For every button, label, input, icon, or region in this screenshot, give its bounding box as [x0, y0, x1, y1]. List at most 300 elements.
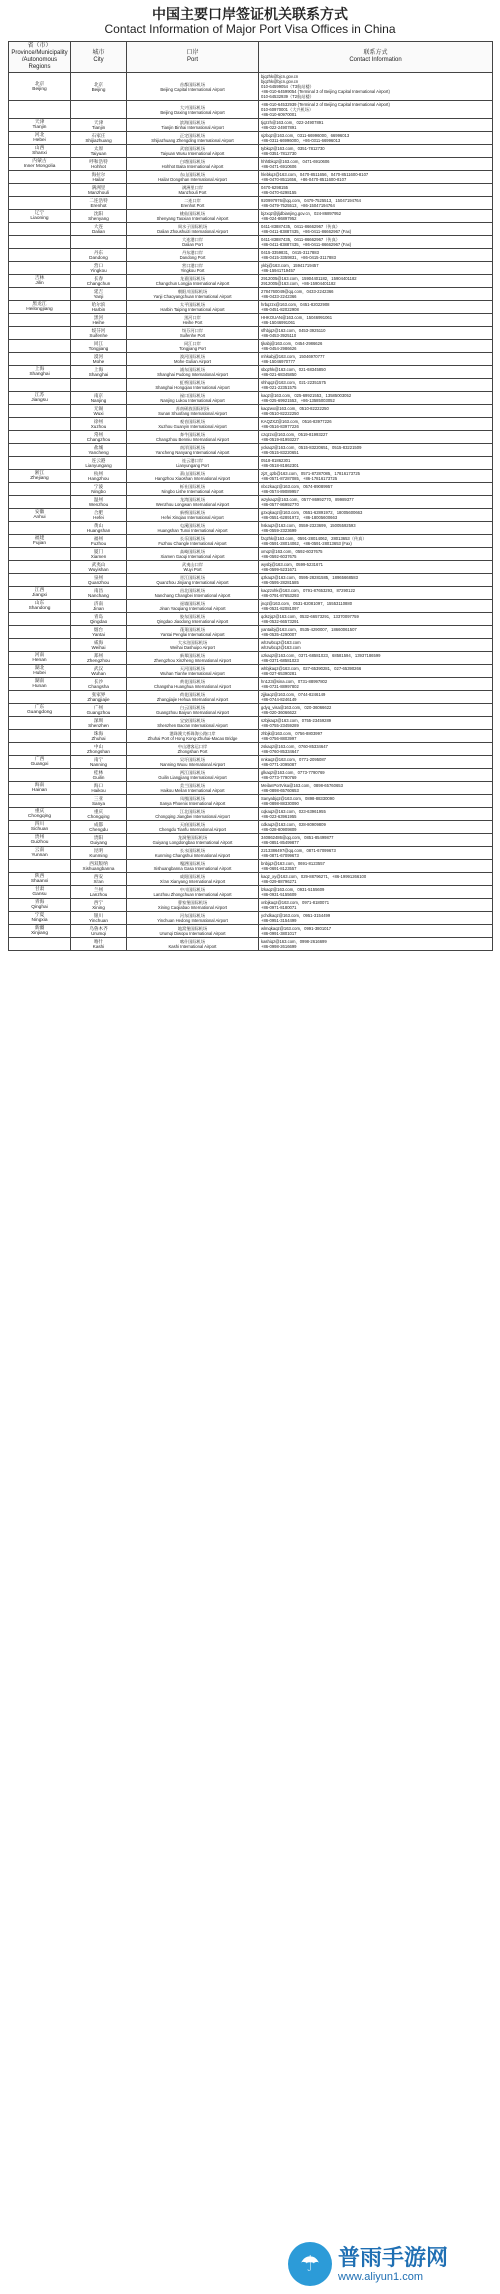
table-row	[9, 613, 493, 626]
table-row	[9, 704, 493, 717]
table-row	[9, 327, 493, 340]
cell-city: 深圳 Shenzhen	[71, 717, 127, 730]
cell-province: 北京 Beijing	[9, 73, 71, 101]
cell-city: 银川 Yinchuan	[71, 912, 127, 925]
table-row	[9, 639, 493, 652]
cell-port: 禄口国际机场 Nanjing Lukou International Airport	[127, 392, 259, 405]
table-row	[9, 678, 493, 691]
cell-port: 咸阳国际机场 Xi'an Xianyang International Airport	[127, 873, 259, 886]
table-row	[9, 834, 493, 847]
cell-city: 成都 Chengdu	[71, 821, 127, 834]
cell-city: 黑河 Heihe	[71, 314, 127, 327]
cell-city: 西安 Xi'an	[71, 873, 127, 886]
cell-contact: sjzbqz@163.com，0311-66996000，66996013 +86-0311-66996000，+86-0311-66996013	[259, 132, 493, 145]
table-row	[9, 223, 493, 236]
cell-port: 大兴国际机场 Beijing Daxing International Airport	[127, 101, 259, 119]
table-row	[9, 444, 493, 457]
cell-province: 陕西 Shaanxi	[9, 873, 71, 886]
cell-contact: MeilanPortVisa@163.com，0898-65760653 +86-0898-65760653	[259, 782, 493, 795]
table-row	[9, 886, 493, 899]
cell-city: 同江 Tongjiang	[71, 340, 127, 353]
cell-province	[9, 860, 71, 873]
cell-port: 龙洞堡国际机场 Guiyang Longdongbao International Airport	[127, 834, 259, 847]
cell-contact: zjzt_qzb@163.com，0571-87287085，17816173725 +86-0571-87287085，+86-17816173725	[259, 470, 493, 483]
table-row	[9, 600, 493, 613]
cell-port: 长乐国际机场 Fuzhou Changle International Airport	[127, 535, 259, 548]
cell-city: 沈阳 Shenyang	[71, 210, 127, 223]
cell-port: 晋江国际机场 Quanzhou Jinjiang International Airport	[127, 574, 259, 587]
table-row	[9, 795, 493, 808]
cell-province: 江苏 Jiangsu	[9, 392, 71, 405]
header-contact: 联系方式 Contact Information	[259, 42, 493, 73]
cell-port: 屯溪国际机场 Huangshan Tunxi International Airport	[127, 522, 259, 535]
cell-city: 合肥 Hefei	[71, 509, 127, 522]
cell-port: 南洋国际机场 Yancheng Nanyang International Airport	[127, 444, 259, 457]
cell-city: 丹东 Dandong	[71, 249, 127, 262]
cell-port: 漠河国际机场 Mohe Gulian Airport	[127, 353, 259, 366]
cell-city: 武夷山 Wuyishan	[71, 561, 127, 574]
table-row	[9, 912, 493, 925]
table-row	[9, 457, 493, 470]
cell-province	[9, 522, 71, 535]
watermark-logo-icon: ☂	[288, 2242, 332, 2286]
table-row	[9, 132, 493, 145]
cell-port: 栎社国际机场 Ningbo Lishe International Airport	[127, 483, 259, 496]
table-row	[9, 431, 493, 444]
cell-contact: 0415-3359831，0415-3117883 +86-0415-3359831，+86-0415-3117883	[259, 249, 493, 262]
table-row	[9, 808, 493, 821]
cell-province	[9, 548, 71, 561]
cell-province: 福建 Fujian	[9, 535, 71, 548]
cell-city: 重庆 Chongqing	[71, 808, 127, 821]
cell-city: 长春 Changchun	[71, 275, 127, 288]
cell-contact: cqkaqz@163.com，023-63961955 +86-023-63961955	[259, 808, 493, 821]
table-row	[9, 314, 493, 327]
cell-contact: czqzzx@163.com，0519-81993227 +86-0519-81993227	[259, 431, 493, 444]
table-row	[9, 665, 493, 678]
cell-contact: bjzxqz@jljdbianjing.gov.cn，024-86897952 +86-024-86897952	[259, 210, 493, 223]
cell-port: 黄花国际机场 Changsha Huanghua International Airport	[127, 678, 259, 691]
table-row	[9, 730, 493, 743]
table-row	[9, 288, 493, 301]
cell-province	[9, 483, 71, 496]
cell-province	[9, 184, 71, 197]
cell-province	[9, 431, 71, 444]
cell-port: 首都国际机场 Beijing Capital International Airport	[127, 73, 259, 101]
cell-province	[9, 457, 71, 470]
cell-port: 中山港客运口岸 Zhongshan Port	[127, 743, 259, 756]
cell-city: 营口 Yingkou	[71, 262, 127, 275]
cell-contact: tybkqz@163.com，0351-7812730 +86-0351-7812730	[259, 145, 493, 158]
cell-contact: shhqqz@163.com，021-22351575 +86-021-22351575	[259, 379, 493, 392]
cell-port: 喀什国际机场 Kashi International Airport	[127, 938, 259, 951]
cell-contact: zhbjk@163.com，0756-8803997 +86-0756-8803997	[259, 730, 493, 743]
cell-province	[9, 639, 71, 652]
cell-city: 海口 Haikou	[71, 782, 127, 795]
cell-province: 重庆 Chongqing	[9, 808, 71, 821]
cell-province	[9, 101, 71, 119]
cell-contact: 2912005@163.com，15904401182，15904401182 2912005@163.com，+86-15904401182	[259, 275, 493, 288]
cell-contact: kashiqz@163.com，0998-2616699 +86-0998-2616699	[259, 938, 493, 951]
cell-port: 地窝堡国际机场 Urumqi Diwopu International Airport	[127, 925, 259, 938]
cell-port: 中川国际机场 Lanzhou Zhongchuan International Airport	[127, 886, 259, 899]
cell-province: 青海 Qinghai	[9, 899, 71, 912]
cell-contact: xmqz@163.com，0592-6037675 +86-0592-6037675	[259, 548, 493, 561]
cell-port: 曹家堡国际机场 Xining Caojiabao International Airport	[127, 899, 259, 912]
table-row	[9, 782, 493, 795]
cell-contact: fzqzhk@163.com，0591-28014062，28013653（传真） +86-0591-28014062，+86-0591-28013653 (Fax)	[259, 535, 493, 548]
cell-city: 武汉 Wuhan	[71, 665, 127, 678]
cell-province: 广西 Guangxi	[9, 756, 71, 769]
table-row	[9, 509, 493, 522]
cell-city: 南京 Nanjing	[71, 392, 127, 405]
cell-province	[9, 262, 71, 275]
cell-city: 哈尔滨 Harbin	[71, 301, 127, 314]
cell-province	[9, 288, 71, 301]
cell-port: 绥芬河口岸 Suifenhe Port	[127, 327, 259, 340]
cell-contact: mhkabj@163.com，15046970777 +86-15046970777	[259, 353, 493, 366]
cell-contact: bjqzhk@bjcn.gov.cn bjqzhk@bjcn.gov.cn 010-64599054（T3航站楼） +86-010-64599054 (Terminal 3 of Beijing Capital International Airport) 010-64532939（T2航站楼）	[259, 73, 493, 101]
cell-province	[9, 574, 71, 587]
cell-contact: ykbj@163.com，15941719457 +86-15941719457	[259, 262, 493, 275]
cell-city: 福州 Fuzhou	[71, 535, 127, 548]
cell-city: 二连浩特 Erenhot	[71, 197, 127, 210]
cell-city: 昆明 Kunming	[71, 847, 127, 860]
table-row	[9, 535, 493, 548]
cell-contact: kaqz@163.com，025-69921553，13585003052 +86-025-69921553，+86-13585003052	[259, 392, 493, 405]
cell-contact: KAQZXZ@163.com，0516-83977226 +86-0516-83977226	[259, 418, 493, 431]
cell-city: 珠海 Zhuhai	[71, 730, 127, 743]
cell-port: 胶东国际机场 Qingdao Jiaodong International Airport	[127, 613, 259, 626]
cell-contact: hhhtbkqz@163.com，0471-6910606 +86-0471-6910606	[259, 158, 493, 171]
cell-port: 新郑国际机场 Zhengzhou Xinzheng International Airport	[127, 652, 259, 665]
cell-province: 新疆 Xinjiang	[9, 925, 71, 938]
watermark-text	[338, 2245, 448, 2284]
cell-city: 呼和浩特 Hohhot	[71, 158, 127, 171]
cell-city: 郑州 Zhengzhou	[71, 652, 127, 665]
cell-province	[9, 561, 71, 574]
cell-province: 吉林 Jilin	[9, 275, 71, 288]
cell-port: 虹桥国际机场 Shanghai Hongqiao International Airport	[127, 379, 259, 392]
watermark-name: 普雨手游网	[338, 2244, 449, 2270]
table-row	[9, 626, 493, 639]
cell-province	[9, 249, 71, 262]
table-row	[9, 574, 493, 587]
table-row	[9, 236, 493, 249]
cell-port: 武夷山口岸 Wuyi Port	[127, 561, 259, 574]
cell-province: 云南 Yunnan	[9, 847, 71, 860]
cell-city: 威海 Weihai	[71, 639, 127, 652]
cell-city: 宁波 Ningbo	[71, 483, 127, 496]
cell-province	[9, 340, 71, 353]
cell-port: 长水国际机场 Kunming Changshui International Airport	[127, 847, 259, 860]
table-row	[9, 561, 493, 574]
cell-contact: 340862486@qq.com，0851-85499877 +86-0851-85499877	[259, 834, 493, 847]
cell-city: 济南 Jinan	[71, 600, 127, 613]
cell-port: 同江口岸 Tongjiang Port	[127, 340, 259, 353]
cell-province: 浙江 Zhejiang	[9, 470, 71, 483]
cell-province	[9, 691, 71, 704]
cell-contact: xzkaqz@163.com，0371-68581023，68581594，13937186599 +86-0371-68581023	[259, 652, 493, 665]
table-row	[9, 301, 493, 314]
cell-city: 黄山 Huangshan	[71, 522, 127, 535]
cell-port: 观音国际机场 Xuzhou Guanyin International Airport	[127, 418, 259, 431]
cell-province	[9, 236, 71, 249]
cell-contact: wysbj@163.com，0599-5231671 +86-0599-5231671	[259, 561, 493, 574]
cell-contact: 920997976@qq.com，0479-7525513，15047194764 +86-0479-7525513，+86-15047194764	[259, 197, 493, 210]
cell-contact: gdyq_visa@163.com，020-36066622 +86-020-36066622	[259, 704, 493, 717]
cell-contact: hlebkqz@163.com，0470-8511656，0470-8511600-8107 +86-0470-8511656，+86-0470-8511600-8107	[259, 171, 493, 184]
table-row	[9, 184, 493, 197]
cell-city: 满洲里 Manzhouli	[71, 184, 127, 197]
cell-province: 辽宁 Liaoning	[9, 210, 71, 223]
cell-port: 奔牛国际机场 Changzhou Benniu International Airport	[127, 431, 259, 444]
cell-port: 吴圩国际机场 Nanning Wuxu International Airport	[127, 756, 259, 769]
cell-contact: kaqz_xy@163.com，029-88796271，+86-19991266100 +86-029-88796271	[259, 873, 493, 886]
cell-contact: whzwbcqz@163.com whzwbcqz@163.com	[259, 639, 493, 652]
cell-contact: wzykaqz@163.com，0577-86992770，89989377 +86-0577-86992770	[259, 496, 493, 509]
table-row	[9, 405, 493, 418]
cell-port: 宝安国际机场 Shenzhen Bao'an International Airport	[127, 717, 259, 730]
cell-contact: szbjkaqz@163.com，0755-23459289 +86-0755-23459289	[259, 717, 493, 730]
cell-port: 大连港口岸 Dalian Port	[127, 236, 259, 249]
cell-contact: HHKOUAN@163.com，15046991061 +86-15046991061	[259, 314, 493, 327]
cell-contact: zjjkaqz@163.com，0744-8246149 +86-0744-8246149	[259, 691, 493, 704]
cell-contact: glkaqz@163.com，0773-7790769 +86-0773-7790769	[259, 769, 493, 782]
cell-province	[9, 171, 71, 184]
cell-port: 河东国际机场 Yinchuan Hedong International Airport	[127, 912, 259, 925]
cell-contact: kaqzwx@163.com，0510-82222250 +86-0510-82222250	[259, 405, 493, 418]
cell-port: 龙嘉国际机场 Changchun Longjia International Airport	[127, 275, 259, 288]
table-row	[9, 101, 493, 119]
table-row	[9, 119, 493, 132]
cell-port: 桃仙国际机场 Shenyang Taoxian International Airport	[127, 210, 259, 223]
cell-city: 中山 Zhongshan	[71, 743, 127, 756]
table-row	[9, 197, 493, 210]
table-row	[9, 860, 493, 873]
cell-contact: jnqz@163.com，0531-82081097，15553110880 +86-0531-82081097	[259, 600, 493, 613]
table-row	[9, 691, 493, 704]
cell-port: 龙湾国际机场 Wenzhou Longwan International Airport	[127, 496, 259, 509]
cell-province	[9, 353, 71, 366]
cell-contact: nbczkaqz@163.com，0574-89089957 +86-0574-89089957	[259, 483, 493, 496]
cell-city: 海拉尔 Hailar	[71, 171, 127, 184]
cell-port: 江北国际机场 Chongqing Jiangbei International Airport	[127, 808, 259, 821]
cell-port: 美兰国际机场 Haikou Meilan International Airport	[127, 782, 259, 795]
cell-contact: 0470-6298155 +86-0470-6298155	[259, 184, 493, 197]
cell-province: 山西 Shanxi	[9, 145, 71, 158]
cell-contact: lzkaqz@163.com，0931-5155609 +86-0931-5155609	[259, 886, 493, 899]
table-row	[9, 171, 493, 184]
cell-city: 延吉 Yanji	[71, 288, 127, 301]
cell-province	[9, 613, 71, 626]
cell-province: 河北 Hebei	[9, 132, 71, 145]
cell-contact: tjqzzh@163.com，022-24907891 +86-022-24907891	[259, 119, 493, 132]
cell-province: 宁夏 Ningxia	[9, 912, 71, 925]
cell-port: 天河国际机场 Wuhan Tianhe International Airport	[127, 665, 259, 678]
cell-port: 二连口岸 Erenhot Port	[127, 197, 259, 210]
table-row	[9, 873, 493, 886]
cell-province	[9, 769, 71, 782]
table-row	[9, 652, 493, 665]
table-row	[9, 340, 493, 353]
table-row	[9, 353, 493, 366]
cell-province: 安徽 Anhui	[9, 509, 71, 522]
cell-port: 正定国际机场 Shijiazhuang Zhengding International Airport	[127, 132, 259, 145]
cell-port: 苏南硕放国际机场 Sunan Shuofang International Airport	[127, 405, 259, 418]
table-row	[9, 470, 493, 483]
table-row	[9, 548, 493, 561]
cell-port: 白塔国际机场 Hohhot Baita International Airport	[127, 158, 259, 171]
cell-city: 无锡 Wuxi	[71, 405, 127, 418]
cell-port: 浦东国际机场 Shanghai Pudong International Airport	[127, 366, 259, 379]
watermark	[288, 2238, 496, 2290]
cell-province: 山东 Shandong	[9, 600, 71, 613]
cell-province: 湖北 Hubei	[9, 665, 71, 678]
cell-city: 西双版纳 Xishuangbanna	[71, 860, 127, 873]
cell-contact: qzkaqz@163.com，0595-28281585，18965668583 +86-0595-28281585	[259, 574, 493, 587]
cell-contact: wlmqkaqz@163.com，0991-3801017 +86-0991-3801017	[259, 925, 493, 938]
table-row	[9, 379, 493, 392]
cell-contact: 2213386497@qq.com，0871-67099673 +86-0871-67099673	[259, 847, 493, 860]
cell-city: 广州 Guangzhou	[71, 704, 127, 717]
cell-city	[71, 101, 127, 119]
table-header-row	[9, 42, 493, 73]
cell-port: 朝阳川国际机场 Yanji Chaoyangchuan International Airport	[127, 288, 259, 301]
contact-table	[8, 41, 493, 951]
cell-port: 太平国际机场 Harbin Taiping International Airport	[127, 301, 259, 314]
cell-contact: 0411-83887435，0411-86662967（传真） +86-0411-83887435，+86-0411-86662967 (Fax)	[259, 236, 493, 249]
cell-contact: hskaqz@163.com，0559-2323699，15005592593 +86-0559-2323699	[259, 522, 493, 535]
cell-port: 连云港口岸 Lianyungang Port	[127, 457, 259, 470]
cell-province	[9, 223, 71, 236]
cell-city: 桂林 Guilin	[71, 769, 127, 782]
cell-city: 三亚 Sanya	[71, 795, 127, 808]
table-row	[9, 899, 493, 912]
cell-city: 青岛 Qingdao	[71, 613, 127, 626]
cell-province: 贵州 Guizhou	[9, 834, 71, 847]
table-row	[9, 483, 493, 496]
cell-port: 萧山国际机场 Hangzhou Xiaoshan International Airport	[127, 470, 259, 483]
cell-city: 长沙 Changsha	[71, 678, 127, 691]
cell-province	[9, 938, 71, 951]
cell-city: 贵阳 Guiyang	[71, 834, 127, 847]
cell-contact: whbjkaqz@163.com，027-65390281，027-65390266 +86-027-65390281	[259, 665, 493, 678]
cell-contact: kaqzzxhk@163.com，0791-87653293，87290122 +86-0791-87653293	[259, 587, 493, 600]
watermark-url: www.aliyun1.com	[338, 2270, 423, 2283]
table-row	[9, 925, 493, 938]
cell-contact: yantaibj@163.com，0535-4290007，18660061507 +86-0535-4290007	[259, 626, 493, 639]
cell-province	[9, 444, 71, 457]
cell-province: 天津 Tianjin	[9, 119, 71, 132]
cell-province	[9, 327, 71, 340]
table-row	[9, 392, 493, 405]
cell-province: 内蒙古 Inner Mongolia	[9, 158, 71, 171]
cell-port: 遥墙国际机场 Jinan Yaoqiang International Airport	[127, 600, 259, 613]
table-row	[9, 210, 493, 223]
cell-contact: hrbqzzx@163.com，0451-82022908 +86-0451-82022908	[259, 301, 493, 314]
cell-port: 满洲里口岸 Manzhouli Port	[127, 184, 259, 197]
cell-contact: sfhbjqz@163.com，0453-3925110 +86-0453-3925110	[259, 327, 493, 340]
cell-city: 喀什 Kashi	[71, 938, 127, 951]
cell-port: 滨海国际机场 Tianjin Binhai International Airport	[127, 119, 259, 132]
cell-city: 温州 Wenzhou	[71, 496, 127, 509]
cell-contact: sbqzhk@163.com，021-68345850 +86-021-68345850	[259, 366, 493, 379]
cell-port: 大水泊国际机场 Weihai Dashuipo Airport	[127, 639, 259, 652]
cell-contact: 2784760049@qq.com，0433-2242366 +86-0433-2242366	[259, 288, 493, 301]
table-row	[9, 756, 493, 769]
table-row	[9, 262, 493, 275]
cell-province: 湖南 Hunan	[9, 678, 71, 691]
cell-contact: hn123@sina.com，0731-88997802 +86-0731-88997802	[259, 678, 493, 691]
table-row	[9, 522, 493, 535]
cell-city: 上海 Shanghai	[71, 366, 127, 379]
table-body	[9, 73, 493, 951]
cell-contact: nnkaqz@163.com，0771-2095087 +86-0771-2095087	[259, 756, 493, 769]
page-title-cn: 中国主要口岸签证机关联系方式	[152, 6, 348, 22]
header-city: 城市 City	[71, 42, 127, 73]
cell-province: 上海 Shanghai	[9, 366, 71, 379]
cell-province: 广东 Guangdong	[9, 704, 71, 717]
cell-city: 北京 Beijing	[71, 73, 127, 101]
cell-contact: +86-010-64532939 (Terminal 2 of Beijing Capital International Airport) 010-60970001（大兴机场） +86-010-60970001	[259, 101, 493, 119]
table-row	[9, 717, 493, 730]
cell-city: 杭州 Hangzhou	[71, 470, 127, 483]
table-row	[9, 73, 493, 101]
cell-city: 太原 Taiyuan	[71, 145, 127, 158]
cell-province: 河南 Henan	[9, 652, 71, 665]
cell-port: 昌北国际机场 Nanchang Changbei International Airport	[127, 587, 259, 600]
cell-contact: cdkaqz@163.com，028-80909809 +86-028-80909809	[259, 821, 493, 834]
cell-city: 烟台 Yantai	[71, 626, 127, 639]
page-title-en: Contact Information of Major Port Visa Offices in China	[104, 22, 396, 36]
cell-province	[9, 197, 71, 210]
cell-province	[9, 496, 71, 509]
cell-city: 连云港 Lianyungang	[71, 457, 127, 470]
cell-port: 黑河口岸 Heihe Port	[127, 314, 259, 327]
cell-city: 张家界 Zhangjiajie	[71, 691, 127, 704]
cell-province	[9, 717, 71, 730]
cell-port: 周水子国际机场 Dalian Zhoushuizi International Airport	[127, 223, 259, 236]
cell-contact: bnbjqz@163.com，0691-8123557 +86-0691-8123557	[259, 860, 493, 873]
table-row	[9, 496, 493, 509]
cell-contact: yckaqz@163.com，0515-83220651，0515-83221509 +86-0515-83220651	[259, 444, 493, 457]
cell-city	[71, 236, 127, 249]
cell-contact: tjkabj@163.com，0454-2986626 +86-0454-2986626	[259, 340, 493, 353]
table-row	[9, 366, 493, 379]
table-row	[9, 158, 493, 171]
cell-city: 常州 Changzhou	[71, 431, 127, 444]
cell-city: 南宁 Nanning	[71, 756, 127, 769]
table-row	[9, 275, 493, 288]
cell-contact: xnbjkaqz@163.com，0971-8180071 +86-0971-8180071	[259, 899, 493, 912]
table-row	[9, 821, 493, 834]
cell-port: 新桥国际机场 Hefei Xinqiao International Airport	[127, 509, 259, 522]
cell-port: 高崎国际机场 Xiamen Gaoqi International Airport	[127, 548, 259, 561]
cell-city: 乌鲁木齐 Urumqi	[71, 925, 127, 938]
cell-province	[9, 314, 71, 327]
cell-city: 大连 Dalian	[71, 223, 127, 236]
table-row	[9, 769, 493, 782]
cell-province	[9, 626, 71, 639]
cell-city: 泉州 Quanzhou	[71, 574, 127, 587]
table-row	[9, 587, 493, 600]
cell-province: 黑龙江 Heilongjiang	[9, 301, 71, 314]
cell-city: 盐城 Yancheng	[71, 444, 127, 457]
cell-province: 江西 Jiangxi	[9, 587, 71, 600]
table-row	[9, 938, 493, 951]
table-row	[9, 418, 493, 431]
